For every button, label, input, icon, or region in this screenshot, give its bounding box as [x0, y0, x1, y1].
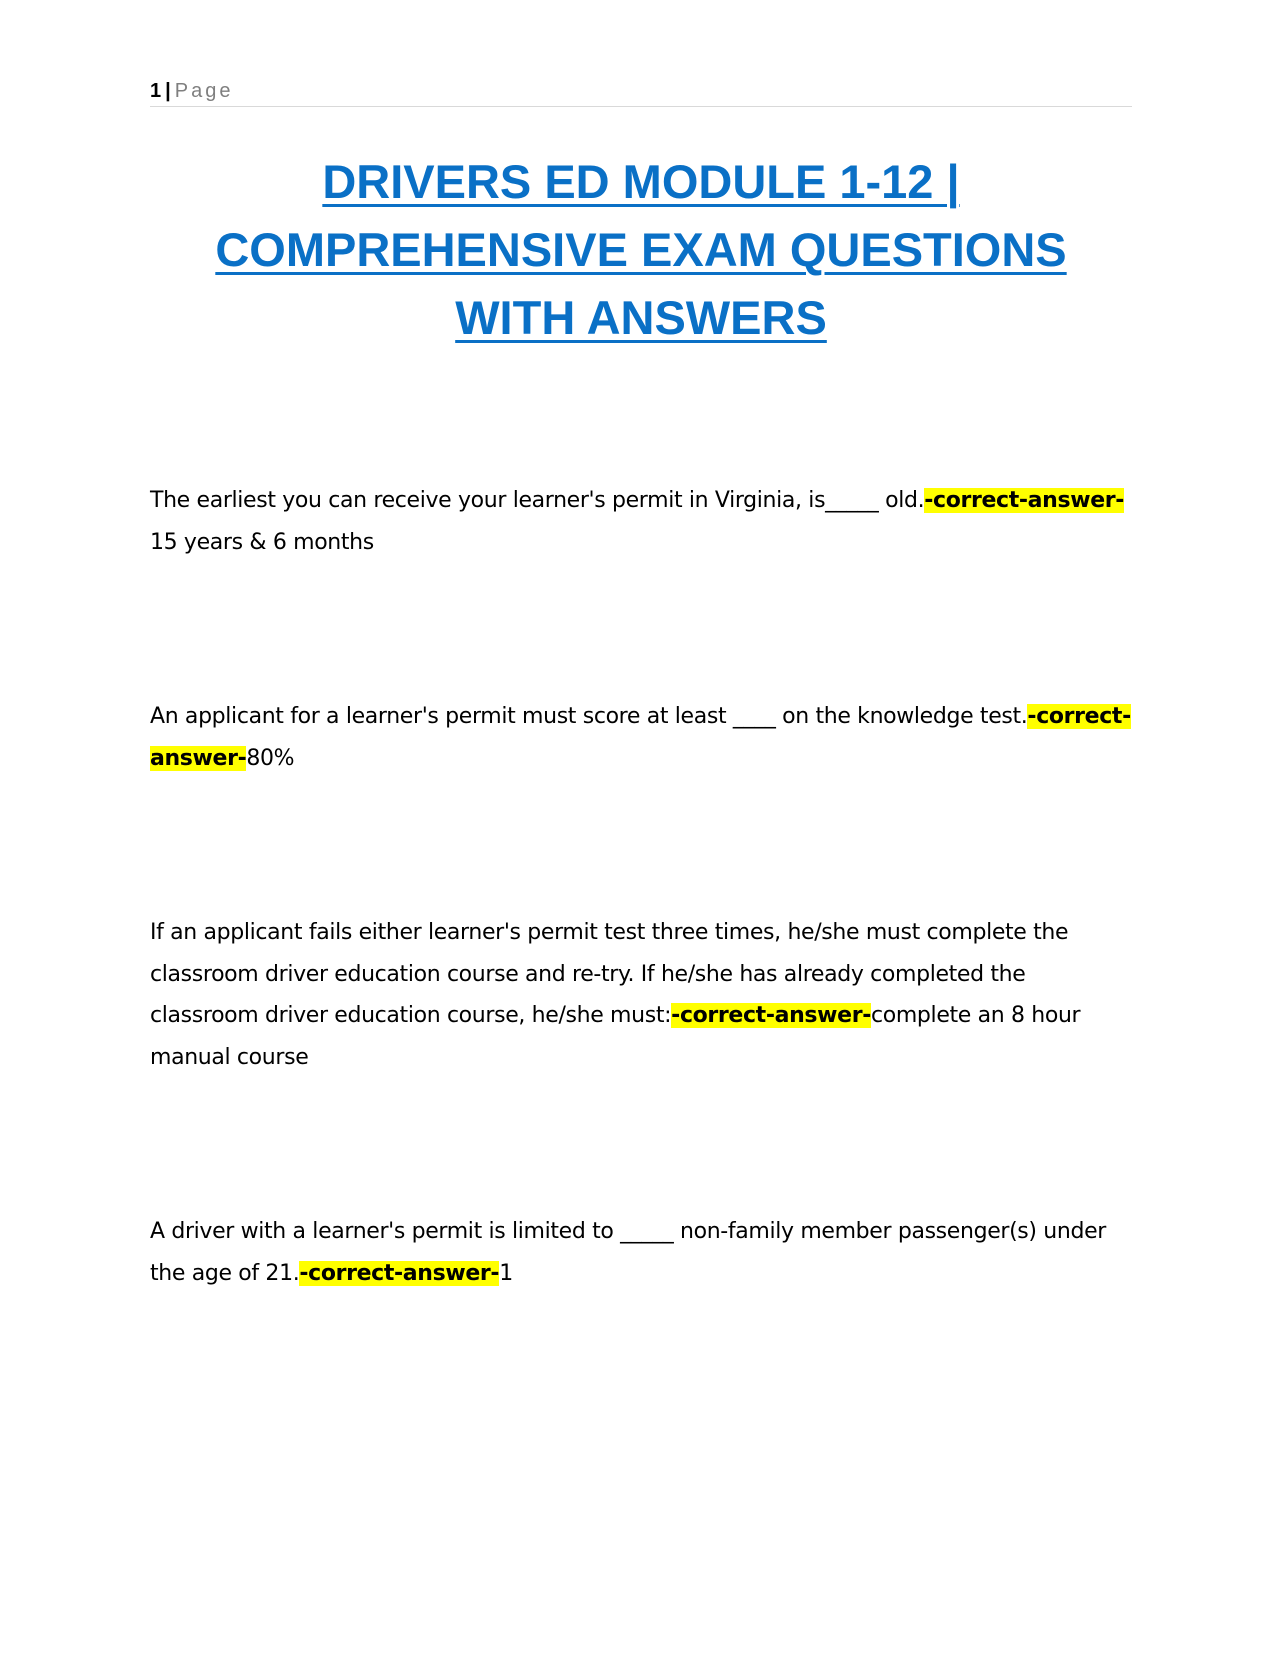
answer-text: complete an 8 hour manual course: [150, 1003, 1081, 1070]
page-separator: |: [165, 80, 171, 102]
answer-text: 80%: [246, 745, 295, 771]
title-line-1: DRIVERS ED MODULE 1-12 |: [322, 155, 960, 208]
question-text: An applicant for a learner's permit must score at least ____ on the knowledge test.: [150, 704, 1028, 729]
title-line-3: WITH ANSWERS: [455, 291, 827, 344]
question-block-2: [150, 696, 1132, 779]
question-block-3: [150, 912, 1132, 1078]
page-number: 1: [150, 80, 162, 102]
correct-answer-marker: -correct-answer-: [299, 1260, 500, 1286]
document-title: [150, 148, 1132, 352]
question-text: If an applicant fails either learner's permit test three times, he/she must complete the classroom driver education course and re-try. If he/she has already completed the classroom driver education course, he/she must:: [150, 920, 1069, 1028]
correct-answer-marker: -correct-answer-: [671, 1003, 871, 1028]
answer-text: 15 years & 6 months: [150, 529, 374, 555]
answer-text: 1: [499, 1260, 513, 1286]
question-block-4: [150, 1211, 1132, 1294]
page-label: Page: [174, 80, 234, 102]
title-line-2: COMPREHENSIVE EXAM QUESTIONS: [215, 223, 1067, 276]
page-header: [150, 78, 1132, 107]
question-text: A driver with a learner's permit is limited to _____ non-family member passenger(s) under the age of 21.: [150, 1219, 1106, 1286]
correct-answer-marker: -correct-answer-: [150, 704, 1131, 771]
question-text: The earliest you can receive your learner's permit in Virginia, is_____ old.: [150, 488, 925, 513]
correct-answer-marker: -correct-answer-: [924, 488, 1125, 513]
question-block-1: [150, 480, 1132, 563]
